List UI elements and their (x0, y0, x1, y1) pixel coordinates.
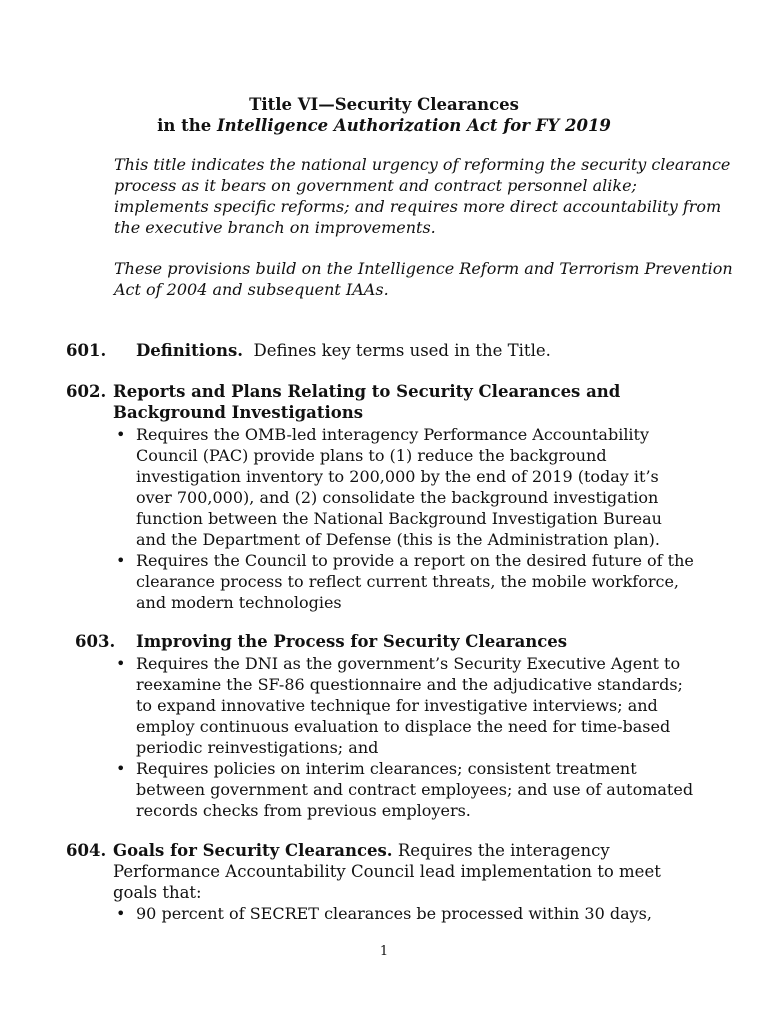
bullet-item (114, 653, 694, 758)
intro-paragraph-1: This title indicates the national urgency of reforming the security clearance process as it bears on government and contract personnel alike; implements specific reforms; and requires more direct accountability from the executive branch on improvements. (114, 155, 731, 237)
title-line-2 (0, 115, 768, 136)
section-603 (136, 631, 736, 652)
title-line-2-prefix: in the (157, 116, 217, 135)
bullet-dot-icon: • (116, 904, 126, 923)
section-602 (113, 381, 653, 423)
bullet-item (114, 424, 694, 550)
section-number-602: 602. (66, 382, 107, 401)
bullet-item (114, 550, 694, 613)
act-name: Intelligence Authorization Act for FY 2019 (216, 116, 611, 135)
bullet-item (114, 903, 694, 924)
section-heading-602: Reports and Plans Relating to Security Clearances and Background Investigations (113, 382, 621, 422)
bullet-dot-icon: • (116, 654, 126, 673)
section-603-bullets (114, 653, 694, 821)
section-heading-601: Definitions. (136, 341, 243, 360)
section-text-601: Defines key terms used in the Title. (253, 341, 551, 360)
page-number: 1 (379, 944, 389, 959)
bullet-text: Requires policies on interim clearances; consistent treatment between government and contract employees; and use of automated records checks from previous employers. (136, 759, 694, 820)
section-604 (113, 840, 673, 903)
title-line-1: Title VI—Security Clearances (249, 95, 519, 114)
bullet-text: Requires the OMB-led interagency Performance Accountability Council (PAC) provide plans to (1) reduce the background investigation inventory to 200,000 by the end of 2019 (today it’s over 700,000), and (2) consolidate the background investigation function between the National Background Investigation Bureau and the Department of Defense (this is the Administration plan). (136, 425, 662, 549)
intro-paragraph-2: These provisions build on the Intelligence Reform and Terrorism Prevention Act of 2004 and subsequent IAAs. (114, 259, 733, 299)
section-heading-604: Goals for Security Clearances. (113, 841, 393, 860)
bullet-dot-icon: • (116, 551, 126, 570)
bullet-dot-icon: • (116, 425, 126, 444)
bullet-dot-icon: • (116, 759, 126, 778)
section-heading-603: Improving the Process for Security Clearances (136, 632, 568, 651)
bullet-item (114, 758, 694, 821)
section-number-603: 603. (75, 632, 116, 651)
section-601 (136, 340, 736, 361)
section-604-bullets (114, 903, 694, 924)
section-number-604: 604. (66, 841, 107, 860)
section-602-bullets (114, 424, 694, 613)
bullet-text: 90 percent of SECRET clearances be processed within 30 days, (136, 904, 652, 923)
bullet-text: Requires the DNI as the government’s Security Executive Agent to reexamine the SF-86 questionnaire and the adjudicative standards; to expand innovative technique for investigative interviews; and employ continuous evaluation to displace the need for time-based periodic reinvestigations; and (136, 654, 683, 757)
bullet-text: Requires the Council to provide a report on the desired future of the clearance process to reflect current threats, the mobile workforce, and modern technologies (136, 551, 694, 612)
section-text-604: Requires the interagency Performance Accountability Council lead implementation to meet goals that: (113, 841, 661, 902)
section-number-601: 601. (66, 341, 107, 360)
